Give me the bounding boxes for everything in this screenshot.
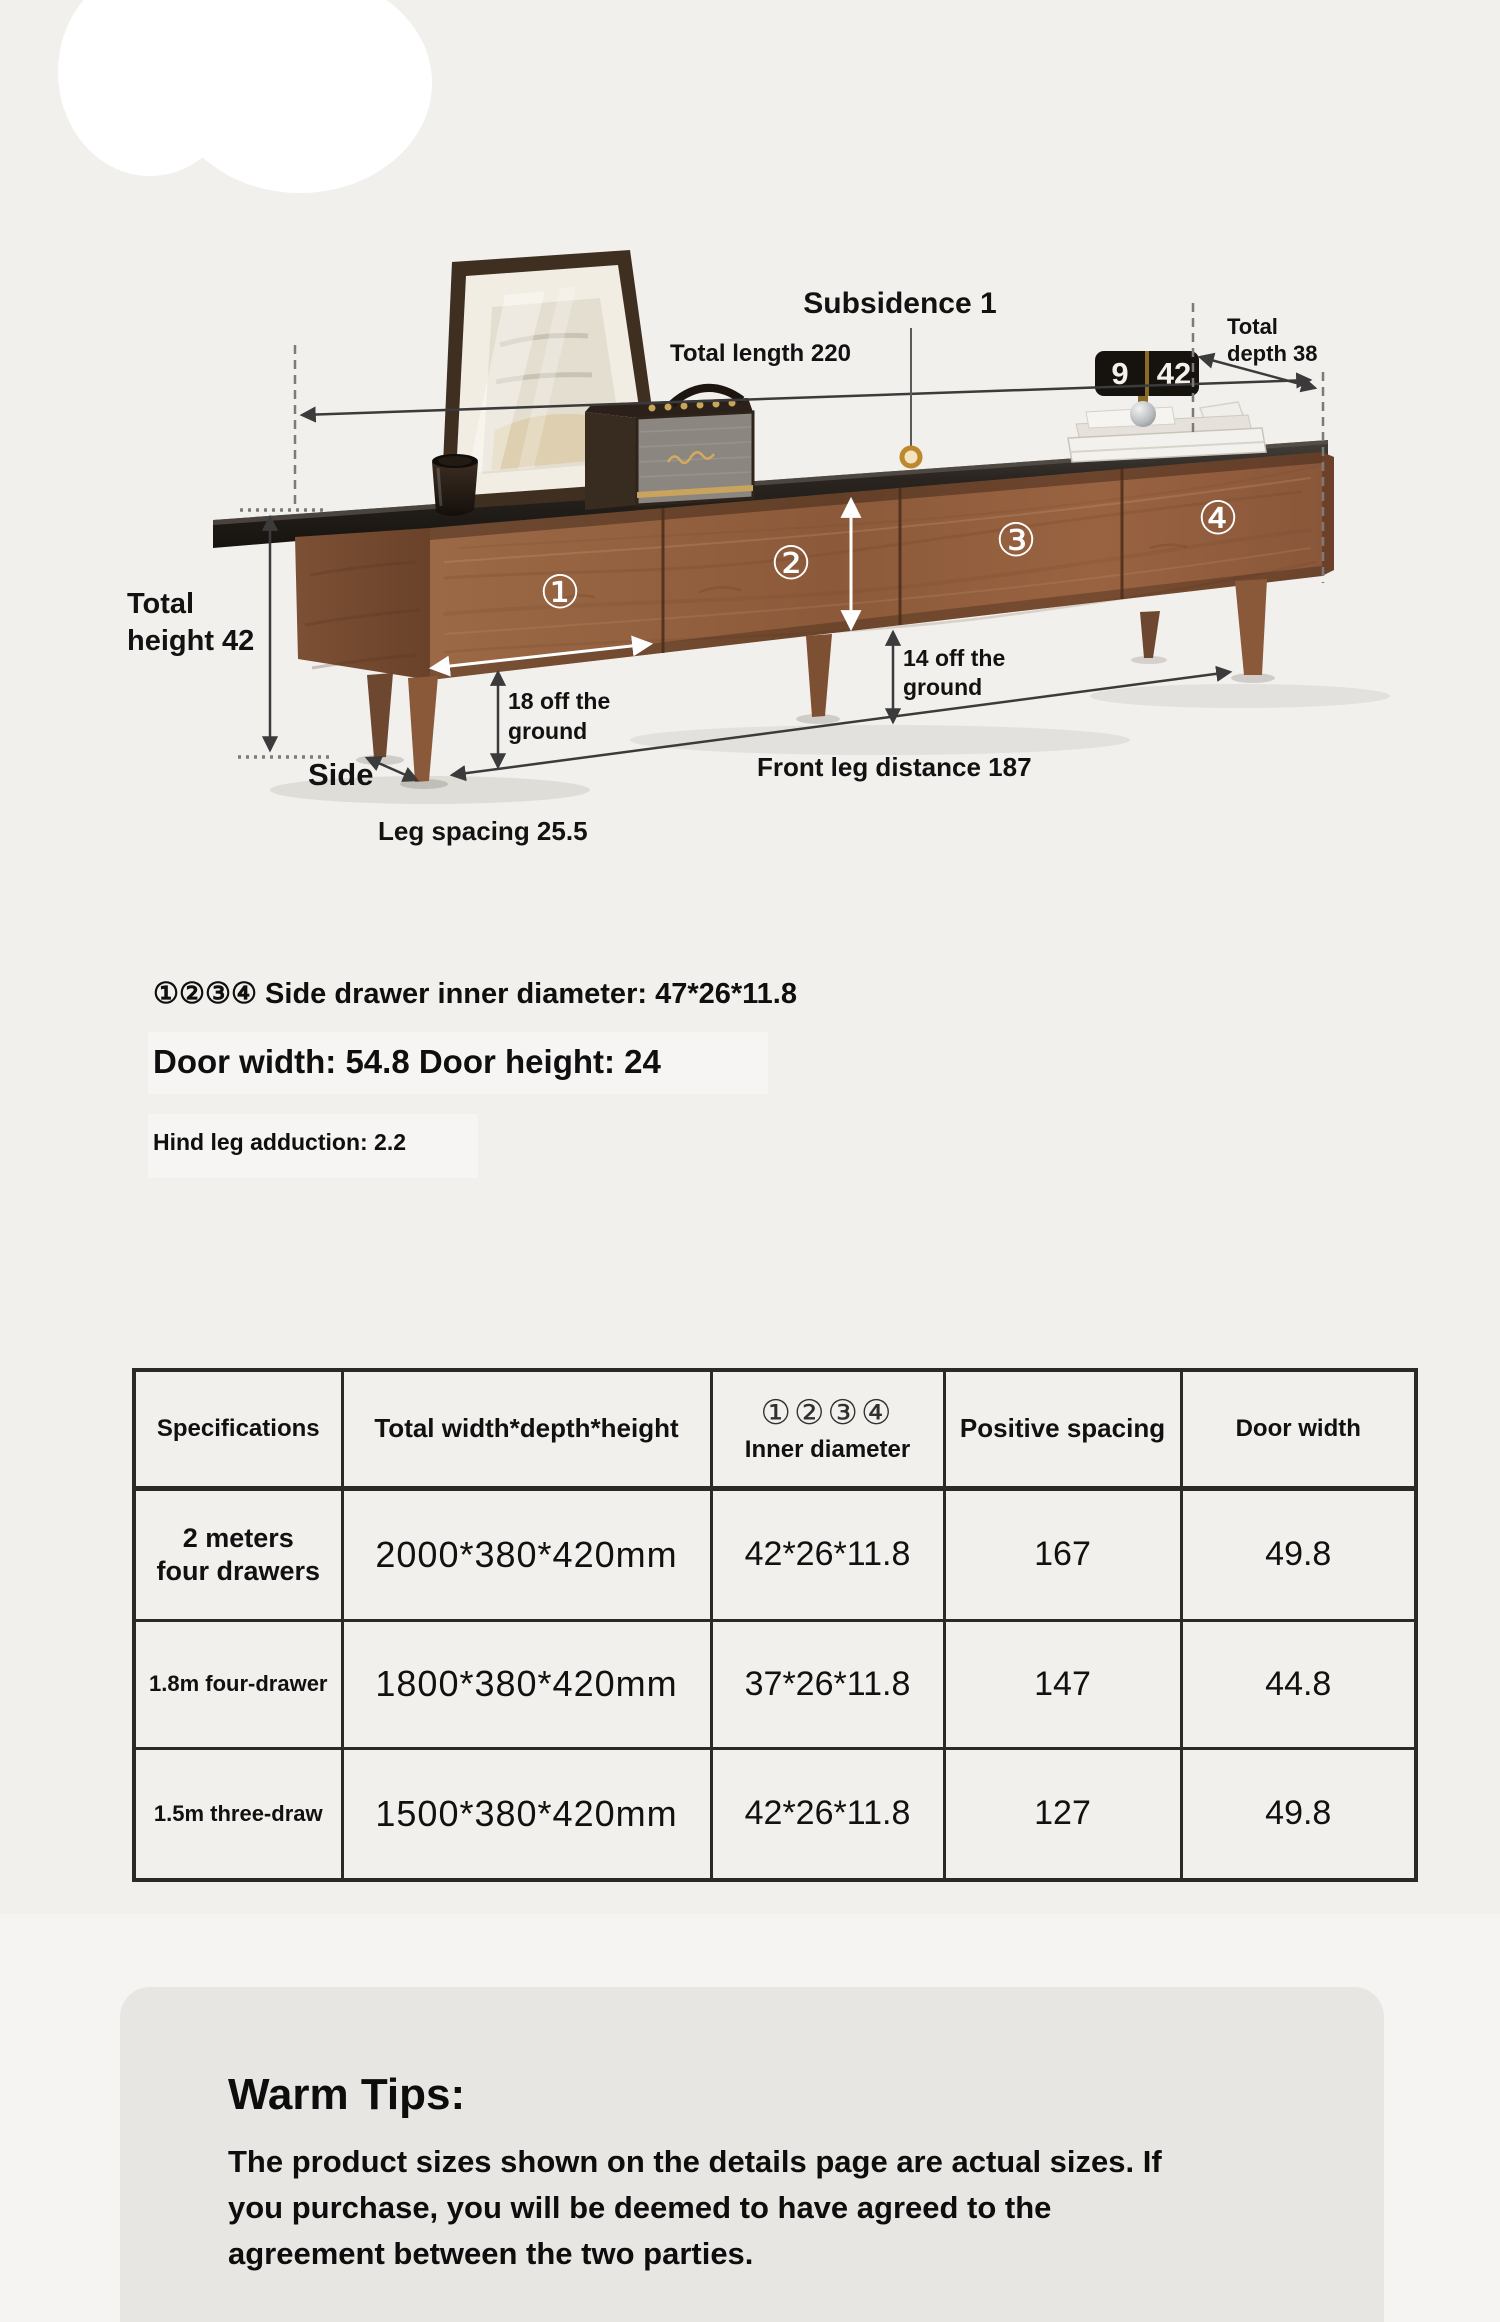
- warm-tips-body-line2: you purchase, you will be deemed to have agreed to the: [228, 2190, 1052, 2225]
- ground18-label: [508, 686, 610, 746]
- header-inner-diameter: [711, 1370, 944, 1488]
- cell-spacing-18m: 147: [944, 1620, 1181, 1748]
- cell-spec-2m-line2: four drawers: [156, 1555, 321, 1586]
- leg-spacing-label: Leg spacing 25.5: [378, 816, 588, 846]
- cell-spacing-2m: 167: [944, 1488, 1181, 1620]
- cell-size-15m: 1500*380*420mm: [342, 1748, 711, 1880]
- ground14-label: [903, 644, 1005, 702]
- speaker: [585, 388, 753, 510]
- cell-spacing-15m: 127: [944, 1748, 1181, 1880]
- drawer-number-2: ②: [770, 537, 812, 589]
- front-leg-distance-label: Front leg distance 187: [757, 752, 1032, 782]
- total-depth-label: [1227, 313, 1317, 367]
- note-inner-diameter: ①②③④ Side drawer inner diameter: 47*26*11.8: [153, 978, 797, 1010]
- clock-minute: 42: [1156, 355, 1192, 391]
- cup: [432, 454, 478, 516]
- cabinet-right-edge: [1322, 452, 1334, 576]
- ground18-line1: 18 off the: [508, 688, 611, 714]
- cell-spec-2m: [134, 1488, 342, 1620]
- cell-spec-15m: 1.5m three-draw: [134, 1748, 342, 1880]
- flip-clock: [1095, 351, 1199, 396]
- table-row-15m: [134, 1748, 1416, 1880]
- header-inner-diameter-label: Inner diameter: [744, 1436, 911, 1464]
- note-hind-leg: Hind leg adduction: 2.2: [153, 1129, 407, 1155]
- side-label: Side: [308, 757, 374, 792]
- header-positive-spacing: Positive spacing: [944, 1370, 1181, 1488]
- table-row-2m: [134, 1488, 1416, 1620]
- cell-door-18m: 44.8: [1181, 1620, 1416, 1748]
- clock-hour: 9: [1111, 355, 1129, 391]
- cell-size-2m: 2000*380*420mm: [342, 1488, 711, 1620]
- cell-inner-15m: 42*26*11.8: [711, 1748, 944, 1880]
- header-total-size: Total width*depth*height: [342, 1370, 711, 1488]
- warm-tips-title: Warm Tips:: [228, 2070, 466, 2119]
- warm-tips-body-line3: agreement between the two parties.: [228, 2236, 754, 2271]
- drawer-number-1: ①: [539, 566, 581, 618]
- table-row-18m: [134, 1620, 1416, 1748]
- total-height-line1: Total: [127, 588, 195, 620]
- table-header-row: [134, 1370, 1416, 1488]
- cell-size-18m: 1800*380*420mm: [342, 1620, 711, 1748]
- subsidence-label: Subsidence 1: [803, 287, 997, 320]
- header-specifications: Specifications: [134, 1370, 342, 1488]
- total-length-label: Total length 220: [670, 340, 851, 367]
- cell-spec-18m: 1.8m four-drawer: [134, 1620, 342, 1748]
- note-door-size: Door width: 54.8 Door height: 24: [153, 1043, 661, 1080]
- ground14-line1: 14 off the: [903, 645, 1006, 671]
- cabinet-side-face: [295, 528, 430, 680]
- header-door-width: Door width: [1181, 1370, 1416, 1488]
- warm-tips-body: [228, 2139, 1162, 2277]
- drawer-number-3: ③: [995, 514, 1037, 566]
- ground14-line2: ground: [903, 674, 983, 700]
- total-height-label: [127, 586, 254, 660]
- spec-table: [132, 1368, 1418, 1882]
- ground18-line2: ground: [508, 718, 588, 744]
- spec-table-container: [132, 1368, 1418, 1882]
- cell-door-2m: 49.8: [1181, 1488, 1416, 1620]
- warm-tips-body-line1: The product sizes shown on the details page are actual sizes. If: [228, 2144, 1162, 2179]
- watermark-blob: [58, 0, 432, 193]
- cell-spec-2m-line1: 2 meters: [182, 1522, 294, 1553]
- product-diagram: [0, 0, 1500, 900]
- total-height-line2: height 42: [127, 625, 255, 657]
- warm-tips-card: [120, 1987, 1384, 2322]
- clock-stand: [1130, 393, 1156, 427]
- drawer-number-4: ④: [1197, 492, 1239, 544]
- cell-inner-2m: 42*26*11.8: [711, 1488, 944, 1620]
- total-depth-line1: Total: [1227, 314, 1278, 339]
- header-circled-digits: ①②③④: [760, 1394, 895, 1433]
- total-depth-line2: depth 38: [1227, 341, 1318, 366]
- books-stack: [1068, 402, 1266, 462]
- cell-door-15m: 49.8: [1181, 1748, 1416, 1880]
- cell-inner-18m: 37*26*11.8: [711, 1620, 944, 1748]
